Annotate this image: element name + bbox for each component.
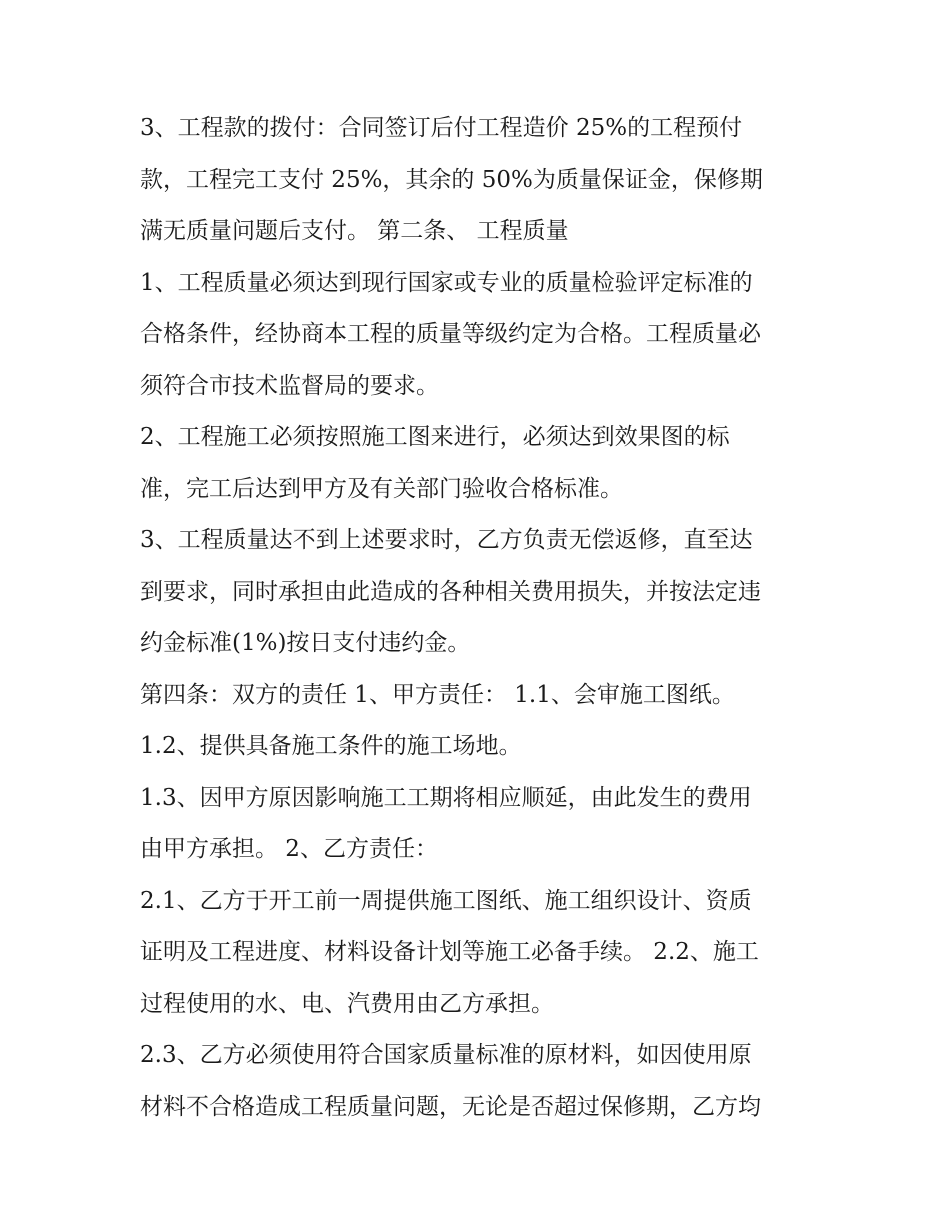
text-line: 2.3、乙方必须使用符合国家质量标准的原材料，如因使用原: [140, 1042, 752, 1068]
text-line: 款，工程完工支付 25%，其余的 50%为质量保证金，保修期: [140, 166, 763, 193]
text-line: 过程使用的水、电、汽费用由乙方承担。: [140, 990, 554, 1017]
text-line: 材料不合格造成工程质量问题，无论是否超过保修期，乙方均: [140, 1093, 761, 1120]
text-line: 到要求，同时承担由此造成的各种相关费用损失，并按法定违: [140, 578, 761, 605]
text-line: 约金标准(1%)按日支付违约金。: [140, 630, 471, 656]
text-line: 须符合市技术监督局的要求。: [140, 372, 439, 399]
text-line: 2.1、乙方于开工前一周提供施工图纸、施工组织设计、资质: [140, 887, 752, 914]
text-line: 2、工程施工必须按照施工图来进行，必须达到效果图的标: [140, 424, 730, 450]
text-line: 3、工程质量达不到上述要求时，乙方负责无偿返修，直至达: [140, 527, 753, 553]
document-body: [140, 103, 820, 1133]
text-line: 证明及工程进度、材料设备计划等施工必备手续。 2.2、施工: [140, 939, 759, 965]
text-line: 准，完工后达到甲方及有关部门验收合格标准。: [140, 475, 623, 502]
text-line: 第四条：双方的责任 1、甲方责任： 1.1、会审施工图纸。: [140, 681, 735, 708]
text-line: 由甲方承担。 2、乙方责任：: [140, 836, 438, 862]
text-line: 3、工程款的拨付：合同签订后付工程造价 25%的工程预付: [140, 115, 743, 141]
text-line: 满无质量问题后支付。 第二条、 工程质量: [140, 218, 569, 244]
text-line: 1、工程质量必须达到现行国家或专业的质量检验评定标准的: [140, 269, 753, 296]
text-line: 1.2、提供具备施工条件的施工场地。: [140, 733, 522, 759]
text-line: 1.3、因甲方原因影响施工工期将相应顺延，由此发生的费用: [140, 784, 752, 811]
text-line: 合格条件，经协商本工程的质量等级约定为合格。工程质量必: [140, 321, 761, 347]
